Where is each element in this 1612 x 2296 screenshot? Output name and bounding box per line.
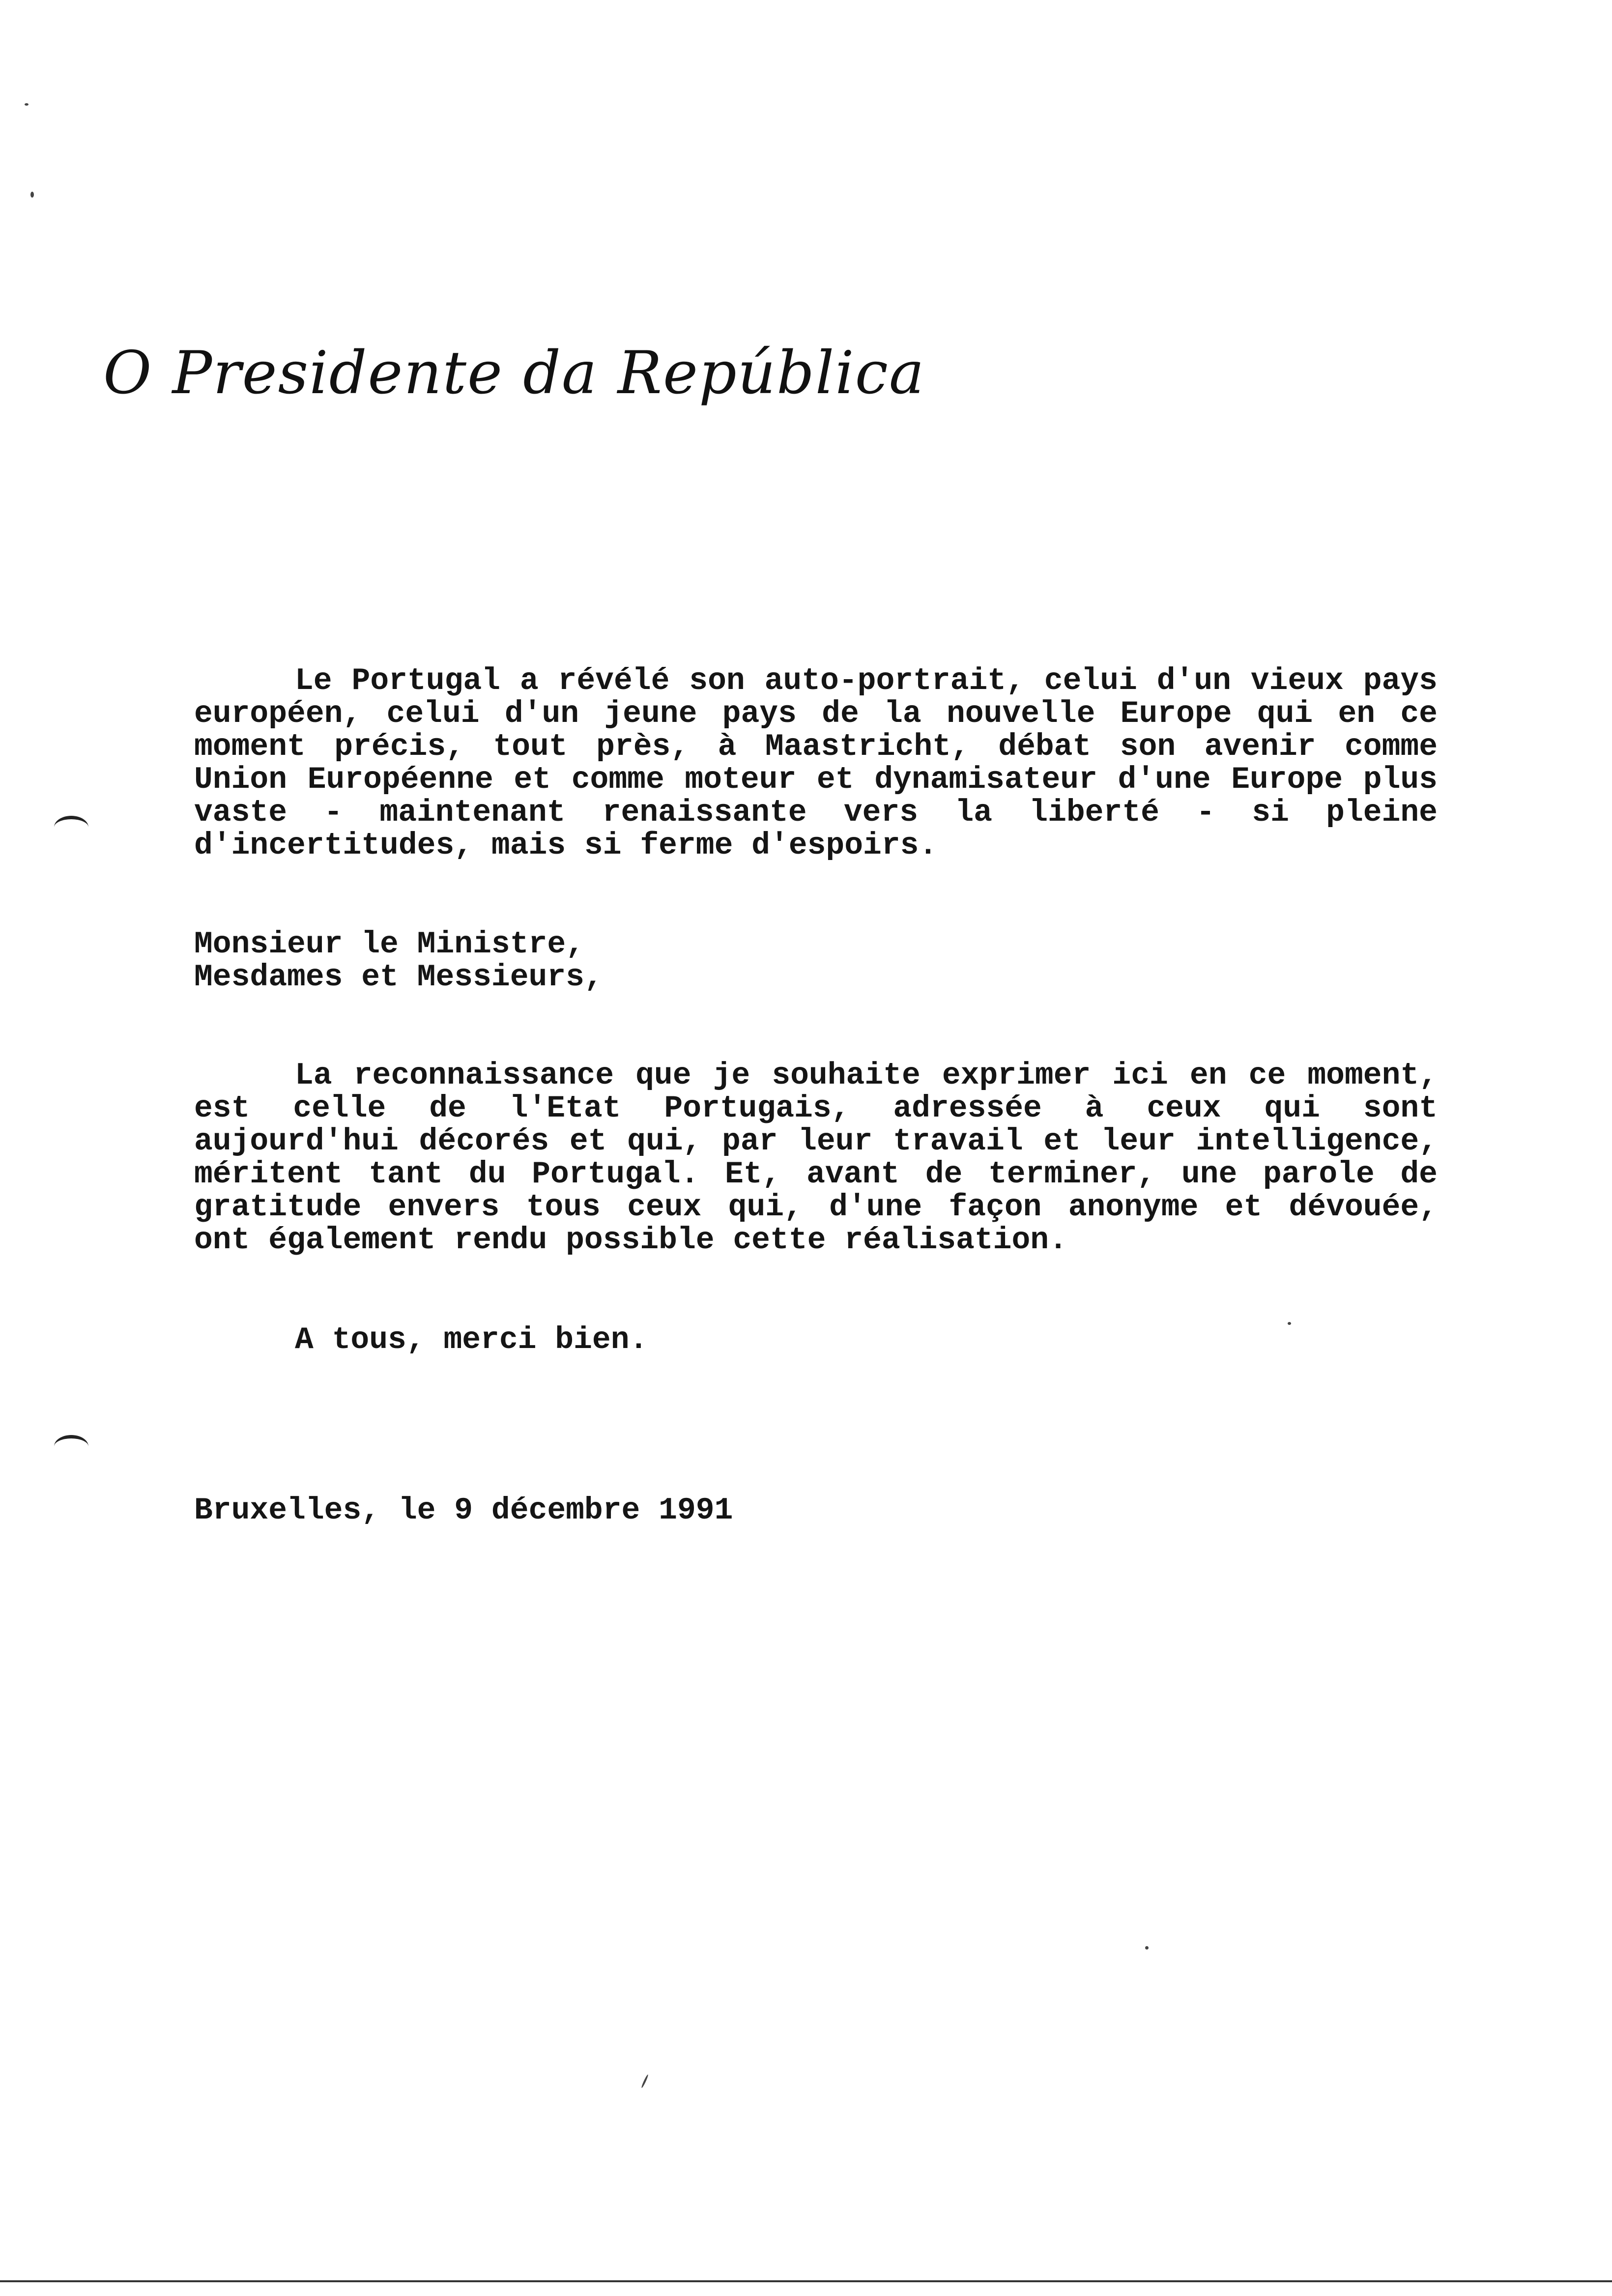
scan-speck — [1288, 1322, 1291, 1325]
paragraph-1: Le Portugal a révélé son auto-portrait, celui d'un vieux pays européen, celui d'un jeune pays de la nouvelle Europe qui en ce moment précis, tout près, à Maastricht, débat son avenir comme Union Européenne et comme moteur et dynamisateur d'une Europe plus vaste - maintenant renaissante vers la liberté - si pleine d'incertitudes, mais si ferme d'espoirs. — [194, 663, 1438, 863]
paragraph-3-block — [194, 1323, 1438, 1356]
punch-mark-lower — [54, 1435, 88, 1458]
salutation: Monsieur le Ministre, Mesdames et Messieurs, — [194, 927, 603, 995]
letterhead-title: O Presidente da República — [103, 339, 925, 407]
scan-speck — [641, 2074, 649, 2089]
scan-speck — [25, 103, 29, 106]
dateline-block — [194, 1494, 1438, 1527]
dateline: Bruxelles, le 9 décembre 1991 — [194, 1493, 733, 1528]
scan-speck — [1145, 1946, 1149, 1950]
salutation-block — [194, 928, 1438, 994]
paragraph-1-block — [194, 664, 1438, 862]
paragraph-3: A tous, merci bien. — [295, 1322, 648, 1357]
paragraph-2-block — [194, 1059, 1438, 1257]
scan-speck — [30, 192, 34, 198]
paragraph-2: La reconnaissance que je souhaite exprimer ici en ce moment, est celle de l'Etat Portugais, adressée à ceux qui sont aujourd'hui décorés et qui, par leur travail et leur intelligence, méritent tant du Portugal. Et, avant de terminer, une parole de gratitude envers tous ceux qui, d'une façon anonyme et dévouée, ont également rendu possible cette réalisation. — [194, 1058, 1438, 1258]
punch-mark-upper — [54, 816, 88, 839]
scan-edge-line — [0, 2280, 1612, 2282]
